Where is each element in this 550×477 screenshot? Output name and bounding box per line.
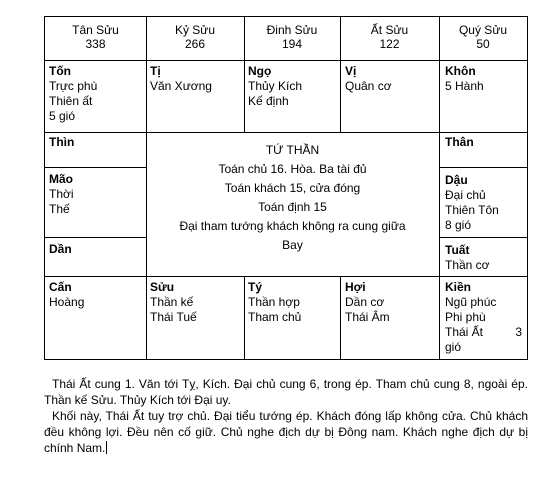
header-number: 122 [379,37,400,51]
cell-than [445,135,525,150]
text-cursor [106,441,107,454]
grid-line [45,276,527,277]
grid-line [45,60,527,61]
cell-label: Sửu [150,280,175,294]
cell-line: Thời [49,187,74,201]
cell-line: Tham chủ [248,310,302,324]
cell-line: Đại chủ [445,188,486,202]
paragraph-2 [44,408,528,456]
cell-label: Tuất [445,243,470,257]
cell-line: gió [445,340,462,354]
cell-label: Hợi [345,280,366,294]
grid-line [439,237,527,238]
cell-line: Thái Tuế [150,310,197,324]
header-cell-tan-suu [45,23,146,51]
center-line: Bay [282,238,303,252]
cell-dau [445,173,525,233]
thai-at-chart-table [44,16,528,360]
cell-line: Thần hợp [248,295,300,309]
paragraph-text: Khối này, Thái Ất tuy trợ chủ. Đại tiểu tướng ép. Khách đóng lấp không cửa. Chủ khách đều không lợi. Đều nên cố giữ. Chủ nghe địch dự bị Đông nam. Khách nghe địch dự bị chính Nam. [44,409,528,455]
header-name: Đinh Sửu [266,23,318,37]
header-number: 338 [85,37,106,51]
cell-label: Dậu [445,173,468,187]
cell-dan [49,242,143,257]
cell-line: Kế định [248,94,289,108]
cell-kien [445,280,525,355]
cell-label: Thân [445,135,474,149]
cell-label: Mão [49,172,73,186]
cell-line: Quân cơ [345,79,392,93]
header-name: Kỷ Sửu [174,23,216,37]
cell-line: Ngũ phúc [445,295,497,309]
cell-line: Thái Âm [345,310,390,324]
center-title: TỨ THẦN [265,143,320,157]
cell-line-split [445,325,522,340]
center-line: Toán khách 15, cửa đóng [224,181,361,195]
cell-label: Khôn [445,64,476,78]
header-cell-quy-suu [439,23,527,51]
cell-line: Dần cơ [345,295,385,309]
center-tu-than-block [146,141,439,255]
cell-label: Dần [49,242,72,256]
cell-label: Tốn [49,64,71,78]
cell-label: Kiền [445,280,472,294]
header-name: Quý Sửu [458,23,508,37]
header-name: Tân Sửu [72,23,119,37]
cell-label: Ngọ [248,64,272,78]
cell-line: Thái Ất [445,325,484,339]
grid-line [439,167,527,168]
cell-line: Thiên ất [49,94,93,108]
cell-khon [445,64,525,94]
grid-line [45,167,146,168]
grid-line [45,132,527,133]
cell-ti [150,64,242,94]
center-line: Toán chủ 16. Hòa. Ba tài đủ [218,162,367,176]
cell-ton [49,64,143,124]
cell-line: Phi phù [445,310,486,324]
cell-label: Tị [150,64,161,78]
cell-line: Văn Xương [150,79,212,93]
grid-line [340,276,341,359]
cell-label: Cấn [49,280,72,294]
grid-line [244,276,245,359]
grid-line [45,237,146,238]
cell-tuat [445,243,525,273]
paragraph-1 [44,376,528,408]
cell-line: Hoàng [49,295,85,309]
cell-line: Thiên Tôn [445,203,499,217]
cell-line: 3 [515,325,522,339]
header-cell-at-suu [340,23,439,51]
cell-line: Trực phù [49,79,98,93]
cell-line: 8 gió [445,218,472,232]
cell-suu [150,280,242,325]
header-cell-ky-suu [146,23,244,51]
cell-line: Thủy Kích [248,79,303,93]
header-number: 50 [476,37,490,51]
header-number: 194 [281,37,303,51]
cell-can [49,280,143,310]
cell-ngo [248,64,338,109]
cell-line: Thần cơ [445,258,490,272]
cell-line: Thế [49,202,70,216]
cell-label: Vị [345,64,357,78]
cell-line: 5 Hành [445,79,484,93]
header-cell-dinh-suu [244,23,340,51]
cell-hoi [345,280,437,325]
paragraph-text: Thái Ất cung 1. Văn tới Tỵ, Kích. Đại chủ cung 6, trong ép. Tham chủ cung 8, ngoài ép. Thần kế Sửu. Thủy Kích tới Đại uy. [44,377,528,407]
center-line: Toán định 15 [258,200,327,214]
cell-mao [49,172,143,217]
cell-label: Thìn [49,135,75,149]
center-line: Đại tham tướng khách không ra cung giữa [179,219,406,233]
header-number: 266 [184,37,206,51]
grid-line [439,17,440,359]
cell-line: Thần kế [150,295,194,309]
cell-thin [49,135,143,150]
cell-line: 5 gió [49,109,76,123]
header-name: Ất Sửu [370,23,409,37]
cell-ty [248,280,338,325]
cell-label: Tý [248,280,263,294]
cell-vi [345,64,437,94]
